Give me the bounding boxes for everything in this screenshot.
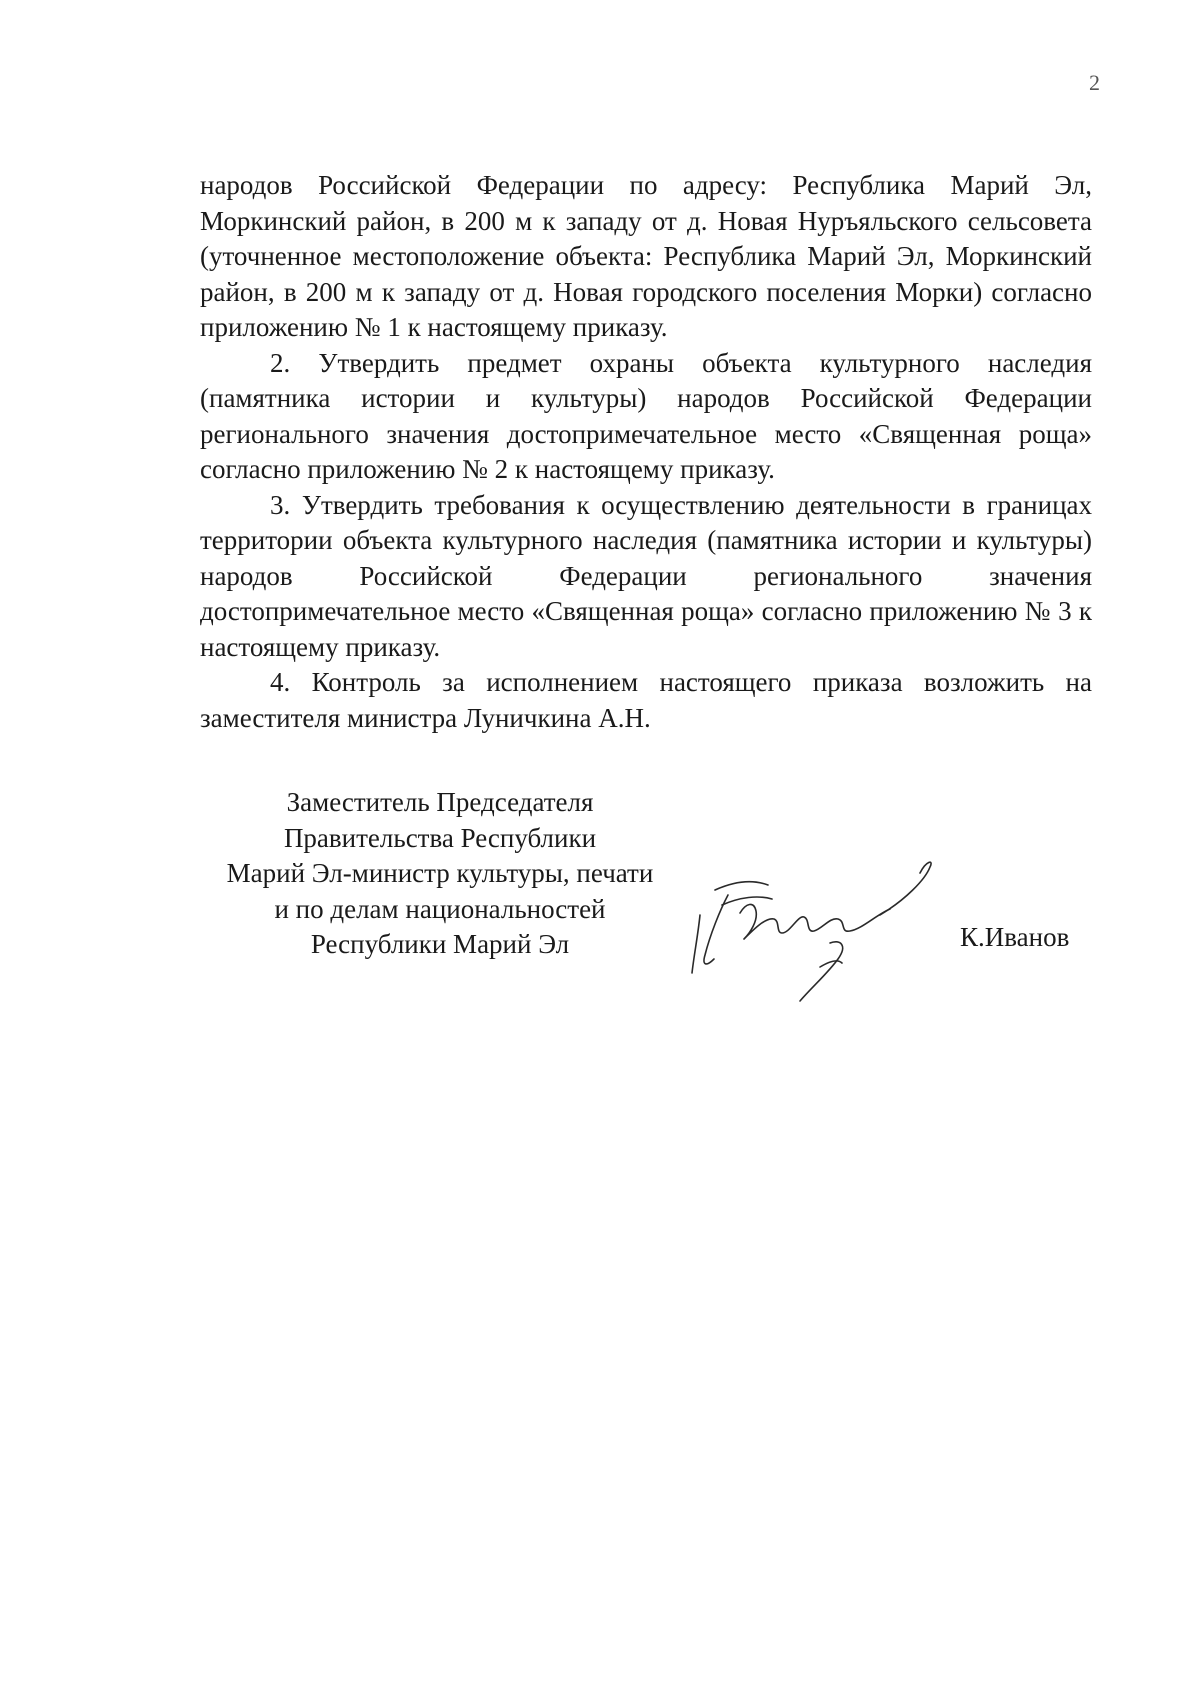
paragraph-item-4: 4. Контроль за исполнением настоящего приказа возложить на заместителя министра Луничкина А.Н.	[200, 667, 1092, 733]
position-line: Марий Эл-министр культуры, печати	[226, 858, 654, 888]
paragraph-item-2: 2. Утвердить предмет охраны объекта культурного наследия (памятника истории и культуры) народов Российской Федерации регионального значения достопримечательное место «Священная роща» согласно приложению № 2 к настоящему приказу.	[200, 347, 1092, 484]
signer-name: К.Иванов	[960, 922, 1070, 952]
page-number: 2	[1089, 70, 1100, 95]
document-body	[200, 168, 1092, 736]
signatory-position	[200, 785, 680, 963]
position-line: и по делам национальностей	[274, 893, 606, 924]
position-line: Республики Марий Эл	[310, 929, 570, 959]
position-line: Заместитель Председателя	[286, 787, 594, 817]
paragraph-item-3: 3. Утвердить требования к осуществлению деятельности в границах территории объекта культурного наследия (памятника истории и культуры) народов Российской Федерации регионального значения достопримечательное место «Священная роща» согласно приложению № 3 к настоящему приказу.	[200, 489, 1092, 662]
paragraph-continuation: народов Российской Федерации по адресу: Республика Марий Эл, Моркинский район, в 200 м к западу от д. Новая Нуръяльского сельсовета (уточненное местоположение объекта: Республика Марий Эл, Моркинский район, в 200 м к западу от д. Новая городского поселения Морки) согласно приложению № 1 к настоящему приказу.	[200, 170, 1092, 342]
position-line: Правительства Республики	[283, 822, 597, 853]
handwritten-signature	[680, 855, 980, 1010]
